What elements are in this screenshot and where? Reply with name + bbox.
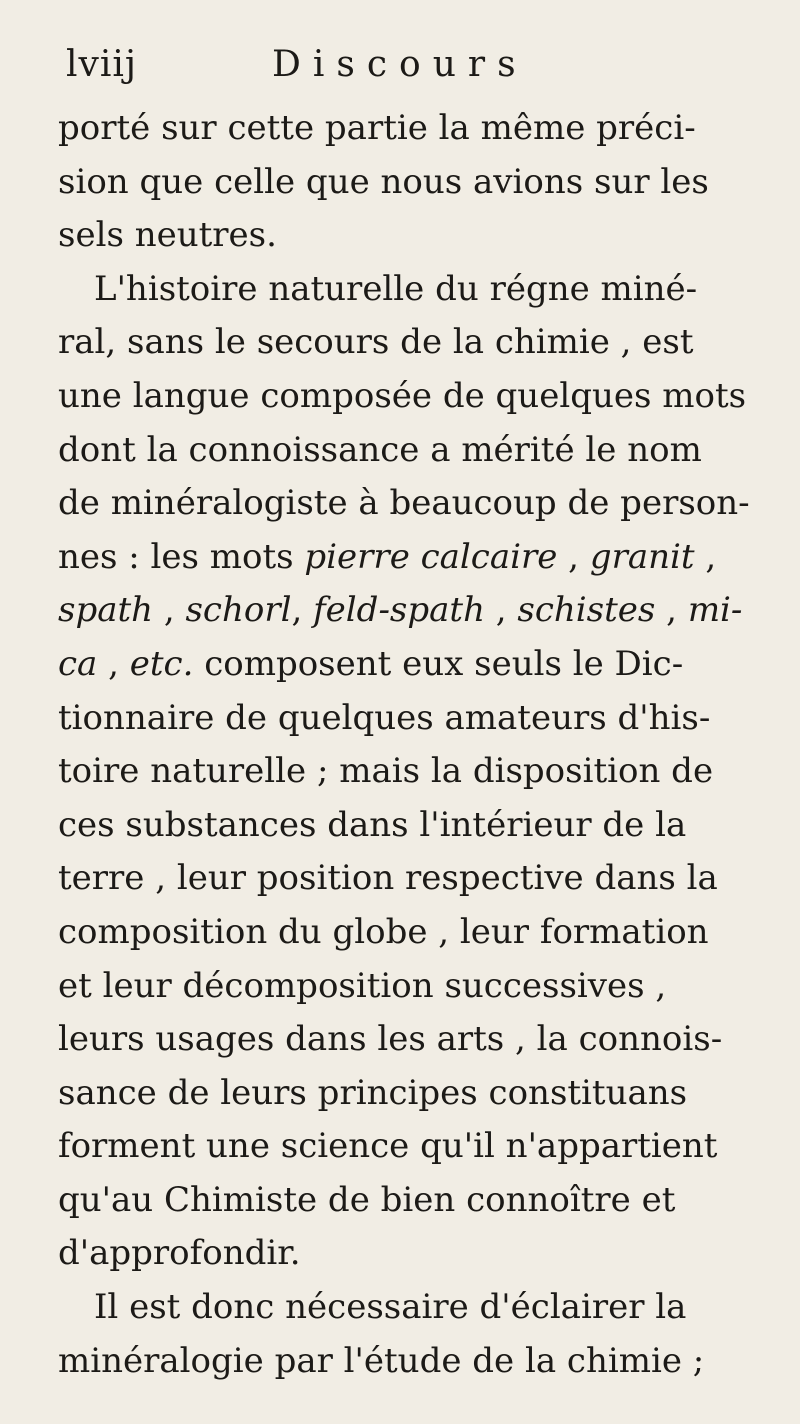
text-run: , <box>153 590 186 631</box>
text-line <box>58 692 774 746</box>
text-line <box>58 370 774 424</box>
text-run: Il est donc nécessaire d'éclairer la <box>94 1287 687 1328</box>
text-line <box>58 1013 774 1067</box>
text-line <box>58 799 774 853</box>
italic-term: feld-spath <box>313 590 485 631</box>
text-line <box>58 424 774 478</box>
text-run: sance de leurs principes constituans <box>58 1072 688 1113</box>
text-run: L'histoire naturelle du régne miné- <box>94 268 698 309</box>
text-line <box>58 1067 774 1121</box>
text-run: et leur décomposition successives , <box>58 965 667 1006</box>
text-line <box>58 1174 774 1228</box>
text-line <box>58 316 774 370</box>
text-run: , <box>557 536 590 577</box>
italic-term: mi- <box>687 590 743 631</box>
italic-term: ca <box>58 643 98 684</box>
italic-term: pierre calcaire <box>304 536 558 577</box>
italic-term: spath <box>58 590 154 631</box>
text-run: minéralogie par l'étude de la chimie ; <box>58 1340 705 1381</box>
text-run: ces substances dans l'intérieur de la <box>58 804 687 845</box>
text-run: sion que celle que nous avions sur les <box>58 161 709 202</box>
text-line <box>58 852 774 906</box>
text-line <box>58 531 774 585</box>
text-run: une langue composée de quelques mots <box>58 375 747 416</box>
text-run: sels neutres. <box>58 215 277 256</box>
text-run: , <box>97 643 130 684</box>
text-run: ral, sans le secours de la chimie , est <box>58 322 694 363</box>
text-run: , <box>484 590 518 631</box>
page-number: lviij <box>66 44 138 85</box>
text-line <box>58 1281 774 1335</box>
text-run: de minéralogiste à beaucoup de person- <box>58 483 750 524</box>
italic-term: etc. <box>129 643 194 684</box>
text-line <box>58 745 774 799</box>
running-title: Discours <box>272 44 528 85</box>
italic-term: granit <box>589 536 695 577</box>
text-run: , <box>291 590 314 631</box>
text-line <box>58 584 774 638</box>
text-line <box>58 906 774 960</box>
text-line <box>58 638 774 692</box>
text-run: toire naturelle ; mais la disposition de <box>58 751 714 792</box>
text-run: dont la connoissance a mérité le nom <box>58 429 702 470</box>
text-run: qu'au Chimiste de bien connoître et <box>58 1179 676 1220</box>
text-run: leurs usages dans les arts , la connois- <box>58 1019 723 1060</box>
text-line <box>58 1227 774 1281</box>
running-head <box>58 38 774 94</box>
text-line <box>58 1120 774 1174</box>
text-run: composition du globe , leur formation <box>58 911 709 952</box>
italic-term: schistes <box>517 590 656 631</box>
text-run: porté sur cette partie la même préci- <box>58 108 696 148</box>
text-line <box>58 960 774 1014</box>
text-run: , <box>694 536 717 577</box>
text-line <box>58 209 774 263</box>
text-run: nes : les mots <box>58 536 305 577</box>
italic-term: schorl <box>185 590 292 631</box>
text-run: , <box>655 590 688 631</box>
text-line <box>58 263 774 317</box>
text-line <box>58 1335 774 1389</box>
text-line <box>58 156 774 210</box>
text-line <box>58 477 774 531</box>
text-run: composent eux seuls le Dic- <box>193 643 684 684</box>
text-run: tionnaire de quelques amateurs d'his- <box>58 697 711 738</box>
text-run: d'approfondir. <box>58 1233 301 1274</box>
text-run: terre , leur position respective dans la <box>58 858 718 899</box>
body-text <box>58 102 774 1388</box>
text-run: forment une science qu'il n'appartient <box>58 1126 718 1167</box>
text-line <box>58 102 774 156</box>
